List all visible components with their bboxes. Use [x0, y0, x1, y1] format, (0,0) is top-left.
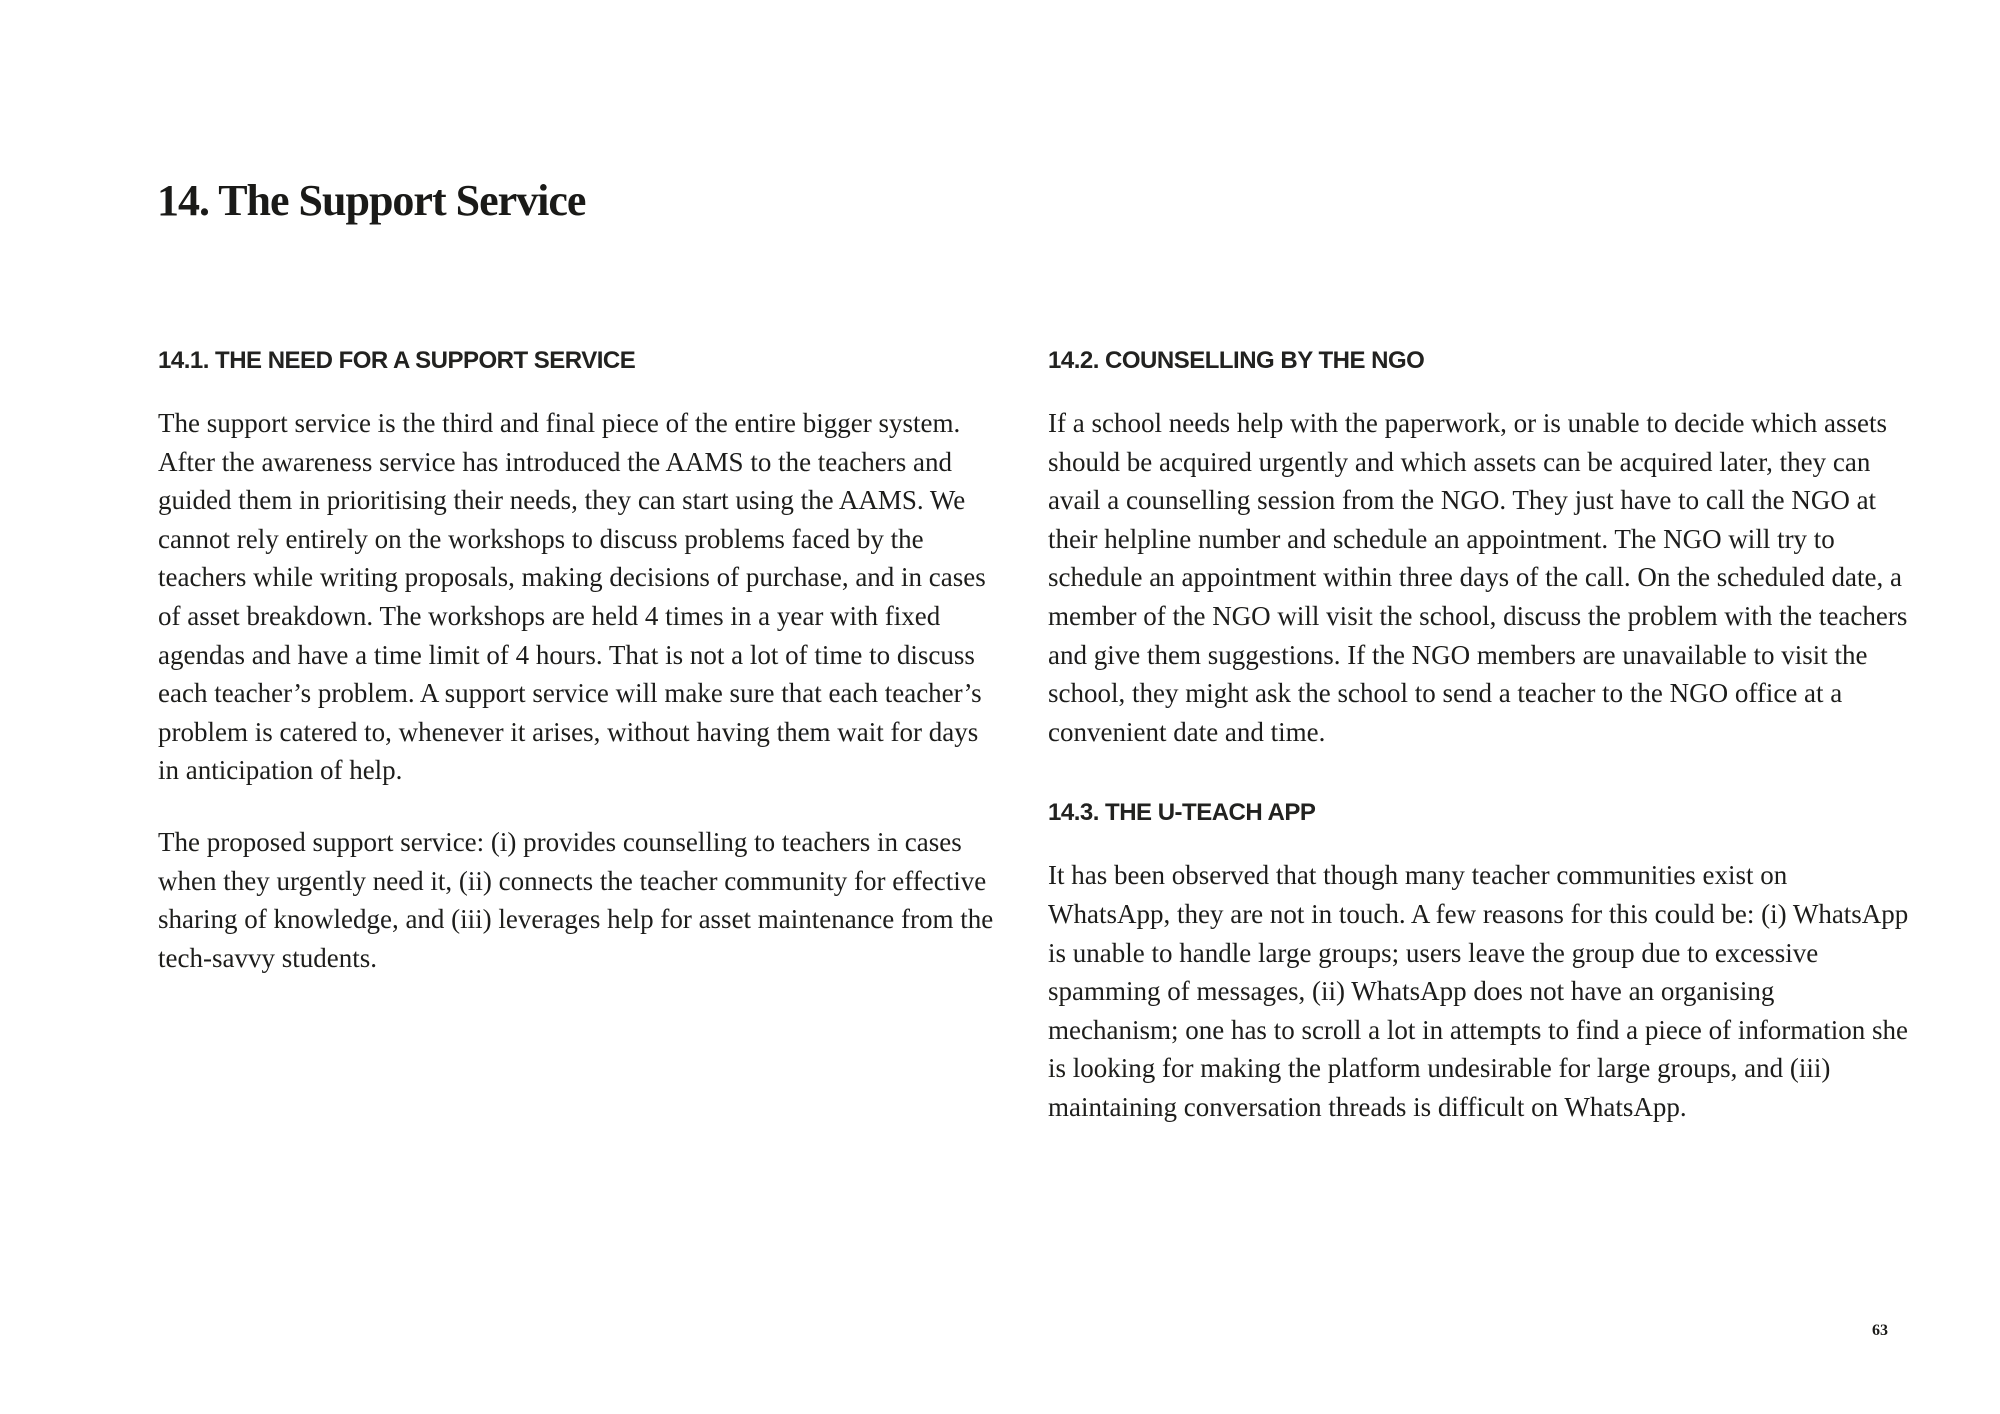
page-number: 63 [1872, 1322, 1888, 1339]
paragraph: If a school needs help with the paperwork, or is unable to decide which assets should be acquired urgently and which assets can be acquired later, they can avail a counselling session from the NGO. They just have to call the NGO at their helpline number and schedule an appointment. The NGO will try to schedule an appointment within three days of the call. On the scheduled date, a member of the NGO will visit the school, discuss the problem with the teachers and give them suggestions. If the NGO members are unavailable to visit the school, they might ask the school to send a teacher to the NGO office at a convenient date and time. [1048, 408, 1908, 747]
left-column [158, 345, 1006, 1010]
paragraph: It has been observed that though many teacher communities exist on WhatsApp, they are not in touch. A few reasons for this could be: (i) WhatsApp is unable to handle large groups; users leave the group due to excessive spamming of messages, (ii) WhatsApp does not have an organising mechanism; one has to scroll a lot in attempts to find a piece of information she is looking for making the platform undesirable for large groups, and (iii) maintaining conversation threads is difficult on WhatsApp. [1048, 860, 1909, 1122]
right-column [1048, 345, 1910, 1160]
page-title: 14. The Support Service [157, 176, 586, 226]
paragraph: The proposed support service: (i) provides counselling to teachers in cases when they urgently need it, (ii) connects the teacher community for effective sharing of knowledge, and (iii) leverages help for asset maintenance from the tech-savvy students. [158, 826, 994, 973]
section-heading-14-2: 14.2. COUNSELLING BY THE NGO [1048, 347, 1425, 374]
section-heading-14-1: 14.1. THE NEED FOR A SUPPORT SERVICE [158, 347, 636, 374]
paragraph: The support service is the third and final piece of the entire bigger system. After the awareness service has introduced the AAMS to the teachers and guided them in prioritising their needs, they can start using the AAMS. We cannot rely entirely on the workshops to discuss problems faced by the teachers while writing proposals, making decisions of purchase, and in cases of asset breakdown. The workshops are held 4 times in a year with fixed agendas and have a time limit of 4 hours. That is not a lot of time to discuss each teacher’s problem. A support service will make sure that each teacher’s problem is catered to, whenever it arises, without having them wait for days in anticipation of help. [158, 408, 986, 786]
section-heading-14-3: 14.3. THE U-TEACH APP [1048, 799, 1316, 827]
